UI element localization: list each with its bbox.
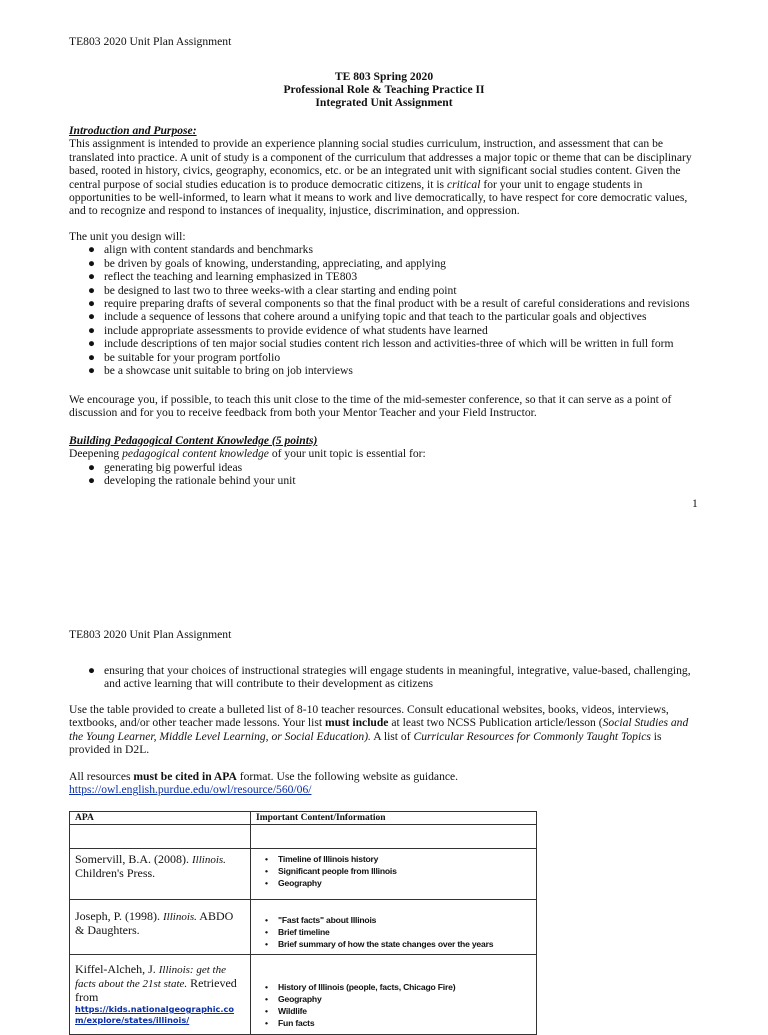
- intro-heading: Introduction and Purpose:: [69, 124, 197, 137]
- citation-cell: Joseph, P. (1998). Illinois. ABDO & Daughters.: [70, 900, 251, 955]
- list-item: ● be suitable for your program portfolio: [88, 350, 281, 364]
- list-item: • Brief summary of how the state changes over the years: [265, 939, 494, 949]
- apa-guide-link[interactable]: https://owl.english.purdue.edu/owl/resource/560/06/: [69, 783, 312, 797]
- pck-list-continued: [69, 664, 699, 691]
- citation-link[interactable]: https://kids.nationalgeographic.com/explore/states/illinois/: [75, 1004, 235, 1025]
- citation-cell: Kiffel-Alcheh, J. Illinois: get the facts about the 21st state. Retrieved from https://kids.nationalgeographic.com/explore/states/illinois/: [70, 955, 251, 1035]
- citation-cell: Somervill, B.A. (2008). Illinois. Children's Press.: [70, 849, 251, 900]
- design-list: [69, 243, 699, 377]
- list-item: ● be a showcase unit suitable to bring on job interviews: [88, 364, 353, 378]
- design-section: [69, 230, 699, 377]
- list-item: ● reflect the teaching and learning emphasized in TE803: [88, 270, 358, 284]
- column-header-info: Important Content/Information: [251, 812, 537, 825]
- design-lead: The unit you design will:: [69, 230, 186, 243]
- list-item: ● generating big powerful ideas: [88, 460, 243, 474]
- list-item: • Wildlife: [265, 1006, 307, 1016]
- list-item: • Timeline of Illinois history: [265, 854, 379, 864]
- page-number: 1: [692, 497, 698, 510]
- list-item: ● include appropriate assessments to provide evidence of what students have learned: [88, 323, 488, 337]
- running-header-2: TE803 2020 Unit Plan Assignment: [69, 628, 232, 641]
- resource-table: [69, 811, 537, 1035]
- list-item: ● include descriptions of ten major social studies content rich lesson and activities-three of which will be written in full form: [88, 337, 674, 351]
- table-row: [70, 955, 537, 1035]
- column-header-apa: APA: [70, 812, 251, 825]
- list-item: ● require preparing drafts of several components so that the final product with be a result of careful considerations and revisions: [88, 297, 690, 311]
- pck-heading: Building Pedagogical Content Knowledge (5 points): [69, 434, 318, 447]
- pck-lead: Deepening pedagogical content knowledge of your unit topic is essential for:: [69, 447, 426, 461]
- info-cell: [251, 900, 537, 955]
- intro-paragraph: This assignment is intended to provide an experience planning social studies curriculum, instruction, and assessment that can be translated into practice. A unit of study is a component of the curriculum that addresses a major topic or theme that can be disciplinary based, rooted in history, civics, geography, economics, etc. or be an integrated unit with significant social studies content. Given the central purpose of social studies education is to produce democratic citizens, it is critical for your unit to engage students in opportunities to be well-informed, to learn what it means to work and live democratically, to have respect for core democratic values, and to recognize and respond to instances of inequality, injustice, discrimination, and oppression.: [69, 137, 692, 218]
- pck-list: [69, 461, 699, 488]
- pck-continued: [69, 664, 699, 691]
- list-item: ● be designed to last two to three weeks-with a clear starting and ending point: [88, 283, 457, 297]
- intro-section: [69, 124, 699, 218]
- table-row: [70, 849, 537, 900]
- list-item: • Brief timeline: [265, 927, 330, 937]
- title-line-1: TE 803 Spring 2020: [334, 70, 434, 83]
- pck-section: [69, 434, 699, 488]
- list-item: • "Fast facts" about Illinois: [265, 915, 377, 925]
- list-item: ● be driven by goals of knowing, understanding, appreciating, and applying: [88, 256, 446, 270]
- apa-lead: All resources must be cited in APA format. Use the following website as guidance.: [69, 770, 459, 783]
- list-item: ● align with content standards and benchmarks: [88, 243, 313, 257]
- table-row: [70, 900, 537, 955]
- table-row-empty: [70, 825, 537, 849]
- list-item: ● include a sequence of lessons that cohere around a unifying topic and that teach to the particular goals and objectives: [88, 310, 647, 324]
- encourage-paragraph: We encourage you, if possible, to teach this unit close to the time of the mid-semester conference, so that it can serve as a point of discussion and for you to receive feedback from both your Mentor Teacher and your Field Instructor.: [69, 393, 672, 420]
- info-cell: [251, 955, 537, 1035]
- list-item: • Geography: [265, 878, 322, 888]
- list-item: ● ensuring that your choices of instructional strategies will engage students in meaningful, integrative, value-based, challenging, and active learning that will contribute to their development as citizens: [88, 664, 691, 691]
- table-instructions: Use the table provided to create a bulleted list of 8-10 teacher resources. Consult educational websites, books, videos, interviews, textbooks, and/or other teacher made lessons. Your list must include at least two NCSS Publication article/lesson (Social Studies and the Young Learner, Middle Level Learning, or Social Education). A list of Curricular Resources for Commonly Taught Topics is provided in D2L.: [69, 703, 689, 757]
- running-header: TE803 2020 Unit Plan Assignment: [69, 35, 232, 48]
- list-item: • Fun facts: [265, 1018, 315, 1028]
- apa-instructions: [69, 770, 699, 797]
- list-item: • Geography: [265, 994, 322, 1004]
- title-line-2: Professional Role & Teaching Practice II: [283, 83, 485, 96]
- list-item: • History of Illinois (people, facts, Chicago Fire): [265, 982, 456, 992]
- list-item: ● developing the rationale behind your unit: [88, 474, 296, 488]
- list-item: • Significant people from Illinois: [265, 866, 397, 876]
- title-line-3: Integrated Unit Assignment: [315, 96, 453, 109]
- info-cell: [251, 849, 537, 900]
- table-header-row: [70, 812, 537, 825]
- intro-critical: critical: [446, 177, 481, 191]
